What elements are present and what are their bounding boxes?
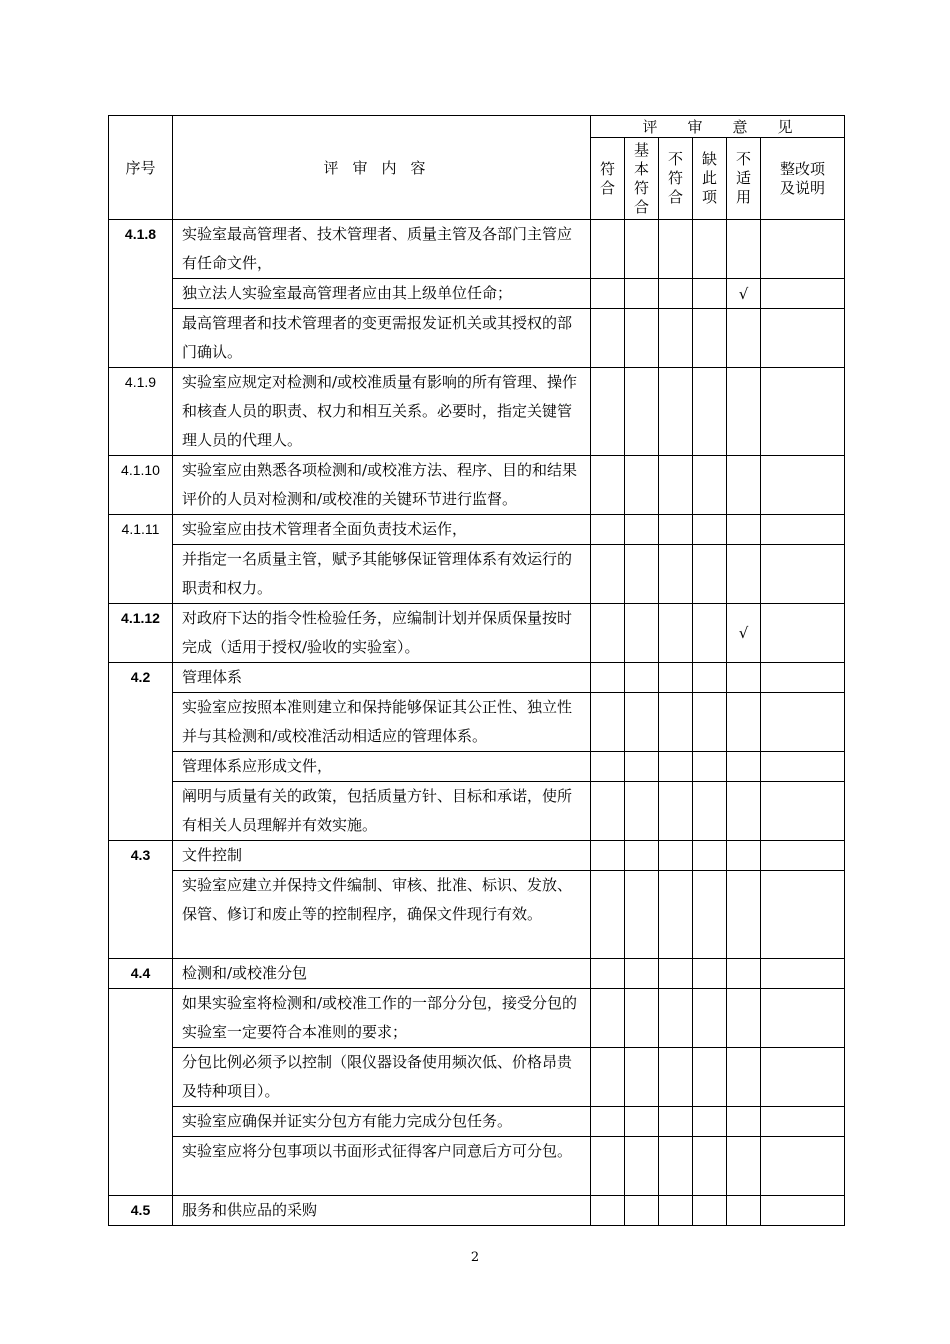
opinion-cell [625, 220, 659, 279]
note-cell [761, 545, 845, 604]
note-cell [761, 782, 845, 841]
opinion-cell [591, 1137, 625, 1196]
opinion-cell [625, 782, 659, 841]
opinion-cell [591, 1196, 625, 1226]
opinion-cell [591, 456, 625, 515]
note-cell [761, 959, 845, 989]
opinion-cell [625, 279, 659, 309]
note-cell [761, 693, 845, 752]
opinion-cell [625, 693, 659, 752]
opinion-cell [591, 1048, 625, 1107]
clause-text: 文件控制 [173, 841, 591, 871]
opinion-cell [625, 456, 659, 515]
clause-text: 服务和供应品的采购 [173, 1196, 591, 1226]
opinion-cell [591, 871, 625, 959]
opinion-cell [591, 663, 625, 693]
opinion-cell [693, 309, 727, 368]
opinion-cell [693, 1196, 727, 1226]
opinion-cell [659, 604, 693, 663]
header-opinion-group: 评审意见 [591, 116, 845, 138]
opinion-cell [727, 1107, 761, 1137]
opinion-cell [727, 782, 761, 841]
opinion-cell [591, 368, 625, 456]
opinion-cell [591, 693, 625, 752]
opinion-cell [625, 841, 659, 871]
note-cell [761, 989, 845, 1048]
clause-text: 阐明与质量有关的政策，包括质量方针、目标和承诺，使所有相关人员理解并有效实施。 [173, 782, 591, 841]
clause-number: 4.5 [109, 1196, 173, 1226]
clause-text: 实验室应由熟悉各项检测和/或校准方法、程序、目的和结果评价的人员对检测和/或校准的关键环节进行监督。 [173, 456, 591, 515]
note-cell [761, 1048, 845, 1107]
opinion-cell [693, 959, 727, 989]
note-cell [761, 1107, 845, 1137]
note-cell [761, 752, 845, 782]
opinion-cell [625, 959, 659, 989]
note-cell [761, 1137, 845, 1196]
clause-text: 分包比例必须予以控制（限仪器设备使用频次低、价格昂贵及特种项目）。 [173, 1048, 591, 1107]
table-header [109, 116, 845, 220]
opinion-cell [727, 959, 761, 989]
opinion-cell [727, 1196, 761, 1226]
note-cell [761, 604, 845, 663]
clause-number: 4.1.11 [109, 515, 173, 604]
opinion-cell [591, 604, 625, 663]
clause-text: 实验室应由技术管理者全面负责技术运作， [173, 515, 591, 545]
opinion-cell [659, 1196, 693, 1226]
opinion-cell [591, 309, 625, 368]
opinion-cell [591, 1107, 625, 1137]
opinion-cell [659, 782, 693, 841]
opinion-cell [625, 663, 659, 693]
opinion-cell [591, 279, 625, 309]
table-row [109, 456, 845, 515]
note-cell [761, 841, 845, 871]
table-row [109, 515, 845, 545]
opinion-cell [591, 841, 625, 871]
clause-number: 4.1.9 [109, 368, 173, 456]
clause-text: 实验室应按照本准则建立和保持能够保证其公正性、独立性并与其检测和/或校准活动相适应的管理体系。 [173, 693, 591, 752]
note-cell [761, 220, 845, 279]
opinion-cell [727, 456, 761, 515]
opinion-cell [693, 220, 727, 279]
opinion-cell [625, 545, 659, 604]
opinion-cell [693, 663, 727, 693]
opinion-cell [591, 545, 625, 604]
opinion-cell [693, 752, 727, 782]
opinion-cell [659, 663, 693, 693]
check-mark-icon: √ [738, 624, 749, 642]
opinion-cell [625, 1107, 659, 1137]
page-number: 2 [470, 1250, 480, 1265]
opinion-cell [659, 752, 693, 782]
opinion-cell [659, 368, 693, 456]
opinion-cell [693, 1137, 727, 1196]
opinion-cell [625, 515, 659, 545]
opinion-cell [591, 752, 625, 782]
header-col-missing: 缺此项 [701, 150, 717, 206]
opinion-cell [693, 604, 727, 663]
opinion-cell [693, 989, 727, 1048]
opinion-cell [693, 841, 727, 871]
clause-text: 如果实验室将检测和/或校准工作的一部分分包，接受分包的实验室一定要符合本准则的要求； [173, 989, 591, 1048]
table-row [109, 989, 845, 1048]
opinion-cell [625, 1048, 659, 1107]
opinion-cell [727, 752, 761, 782]
opinion-cell [591, 989, 625, 1048]
opinion-cell [727, 1137, 761, 1196]
opinion-cell [625, 1137, 659, 1196]
opinion-cell [659, 1048, 693, 1107]
opinion-cell [659, 693, 693, 752]
opinion-cell [659, 515, 693, 545]
opinion-cell [625, 752, 659, 782]
header-seq: 序号 [109, 116, 173, 220]
table-row [109, 368, 845, 456]
opinion-cell [693, 279, 727, 309]
header-col-nonconform: 不符合 [667, 150, 683, 206]
opinion-cell [625, 368, 659, 456]
opinion-cell [727, 693, 761, 752]
table-row [109, 309, 845, 368]
note-cell [761, 663, 845, 693]
table-row [109, 1137, 845, 1196]
table-row [109, 841, 845, 871]
opinion-cell [727, 309, 761, 368]
clause-text: 对政府下达的指令性检验任务，应编制计划并保质保量按时完成（适用于授权/验收的实验室）。 [173, 604, 591, 663]
opinion-cell [625, 604, 659, 663]
opinion-cell [693, 693, 727, 752]
header-col-not-applicable: 不适用 [735, 150, 751, 206]
table-row [109, 545, 845, 604]
opinion-cell [659, 309, 693, 368]
opinion-cell [727, 841, 761, 871]
clause-text: 最高管理者和技术管理者的变更需报发证机关或其授权的部门确认。 [173, 309, 591, 368]
opinion-cell [727, 663, 761, 693]
clause-number: 4.3 [109, 841, 173, 959]
opinion-cell [659, 545, 693, 604]
note-cell [761, 368, 845, 456]
note-cell [761, 279, 845, 309]
opinion-cell [659, 456, 693, 515]
opinion-cell [693, 368, 727, 456]
clause-text: 检测和/或校准分包 [173, 959, 591, 989]
opinion-cell [727, 604, 761, 663]
opinion-cell [693, 1107, 727, 1137]
clause-number: 4.1.10 [109, 456, 173, 515]
opinion-cell [591, 220, 625, 279]
opinion-cell [727, 368, 761, 456]
table-row [109, 1107, 845, 1137]
clause-number [109, 989, 173, 1196]
opinion-cell [659, 279, 693, 309]
table-row [109, 279, 845, 309]
table-row [109, 1196, 845, 1226]
opinion-cell [659, 959, 693, 989]
opinion-cell [693, 515, 727, 545]
opinion-cell [727, 1048, 761, 1107]
opinion-cell [659, 841, 693, 871]
opinion-cell [693, 456, 727, 515]
opinion-cell [591, 515, 625, 545]
opinion-cell [659, 989, 693, 1048]
table-row [109, 752, 845, 782]
check-mark-icon: √ [738, 284, 749, 303]
opinion-cell [693, 1048, 727, 1107]
note-cell [761, 456, 845, 515]
clause-text: 实验室应确保并证实分包方有能力完成分包任务。 [173, 1107, 591, 1137]
header-col-basic-conform: 基本符合 [633, 140, 649, 216]
table-row [109, 871, 845, 959]
header-col-note: 整改项及说明 [780, 159, 826, 197]
clause-text: 实验室应将分包事项以书面形式征得客户同意后方可分包。 [173, 1137, 591, 1196]
opinion-cell [727, 545, 761, 604]
opinion-cell [727, 515, 761, 545]
clause-number: 4.2 [109, 663, 173, 841]
clause-number: 4.1.8 [109, 220, 173, 368]
opinion-cell [625, 989, 659, 1048]
clause-text: 实验室应建立并保持文件编制、审核、批准、标识、发放、保管、修订和废止等的控制程序，确保文件现行有效。 [173, 871, 591, 959]
opinion-cell [727, 279, 761, 309]
opinion-cell [659, 1107, 693, 1137]
note-cell [761, 309, 845, 368]
clause-text: 管理体系应形成文件， [173, 752, 591, 782]
table-row [109, 604, 845, 663]
review-table [108, 115, 845, 1226]
clause-number: 4.4 [109, 959, 173, 989]
table-row [109, 693, 845, 752]
opinion-cell [625, 1196, 659, 1226]
header-col-conform: 符合 [599, 159, 615, 197]
table-row [109, 220, 845, 279]
note-cell [761, 1196, 845, 1226]
opinion-cell [659, 1137, 693, 1196]
clause-text: 并指定一名质量主管，赋予其能够保证管理体系有效运行的职责和权力。 [173, 545, 591, 604]
opinion-cell [727, 220, 761, 279]
opinion-cell [727, 989, 761, 1048]
opinion-cell [693, 782, 727, 841]
clause-text: 独立法人实验室最高管理者应由其上级单位任命； [173, 279, 591, 309]
note-cell [761, 515, 845, 545]
table-row [109, 782, 845, 841]
table-row [109, 1048, 845, 1107]
header-content: 评审内容 [173, 116, 591, 220]
opinion-cell [727, 871, 761, 959]
table-row [109, 663, 845, 693]
opinion-cell [659, 871, 693, 959]
clause-text: 管理体系 [173, 663, 591, 693]
opinion-cell [659, 220, 693, 279]
clause-text: 实验室最高管理者、技术管理者、质量主管及各部门主管应有任命文件， [173, 220, 591, 279]
opinion-cell [693, 545, 727, 604]
table-body [109, 220, 845, 1226]
clause-number: 4.1.12 [109, 604, 173, 663]
opinion-cell [625, 309, 659, 368]
table-row [109, 959, 845, 989]
opinion-cell [693, 871, 727, 959]
opinion-cell [625, 871, 659, 959]
opinion-cell [591, 782, 625, 841]
clause-text: 实验室应规定对检测和/或校准质量有影响的所有管理、操作和核查人员的职责、权力和相互关系。必要时，指定关键管理人员的代理人。 [173, 368, 591, 456]
note-cell [761, 871, 845, 959]
opinion-cell [591, 959, 625, 989]
